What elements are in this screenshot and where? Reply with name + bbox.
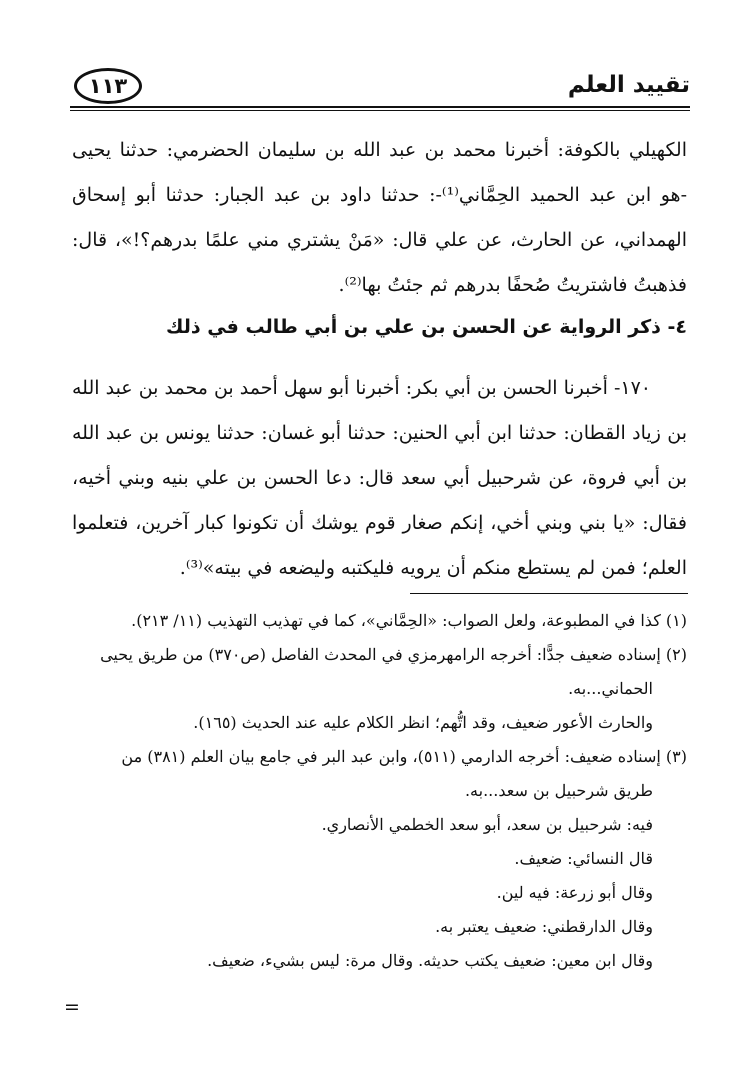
section-heading: ٤- ذكر الرواية عن الحسن بن علي بن أبي طالب في ذلك <box>166 316 687 338</box>
footnote-3-line-6: وقال الدارقطني: ضعيف يعتبر به. <box>435 917 653 936</box>
footnote-3-line-4: قال النسائي: ضعيف. <box>514 849 653 868</box>
footnote-3-line-3: فيه: شرحبيل بن سعد، أبو سعد الخطمي الأنصاري. <box>321 815 653 834</box>
paragraph-1: الكهيلي بالكوفة: أخبرنا محمد بن عبد الله بن سليمان الحضرمي: حدثنا يحيى -هو ابن عبد الحميد الحِمَّاني⁽¹⁾-: حدثنا داود بن عبد الجبار: حدثنا أبو إسحاق الهمداني، عن الحارث، عن علي قال: «مَنْ يشتري مني علمًا بدرهم؟!»، قال: فذهبتُ فاشتريتُ صُحفًا بدرهم ثم جئتُ بها⁽²⁾. <box>72 139 687 296</box>
footnote-3-line-7: وقال ابن معين: ضعيف يكتب حديثه. وقال مرة: ليس بشيء، ضعيف. <box>207 951 653 970</box>
continuation-mark: = <box>64 996 80 1018</box>
book-title: تقييد العلم <box>567 72 690 98</box>
footnote-3-line-2: طريق شرحبيل بن سعد...به. <box>464 781 653 800</box>
footnote-3-line-5: وقال أبو زرعة: فيه لين. <box>496 883 653 902</box>
header-rule <box>70 106 690 108</box>
footnote-2-line-3: والحارث الأعور ضعيف، وقد اتُّهم؛ انظر الكلام عليه عند الحديث (١٦٥). <box>193 713 653 732</box>
header-rule-thin <box>70 110 690 111</box>
footnote-separator <box>410 593 688 594</box>
page-number: ١١٣ <box>74 68 142 104</box>
footnote-3-line-1: (٣) إسناده ضعيف: أخرجه الدارمي (٥١١)، وابن عبد البر في جامع بيان العلم (٣٨١) من <box>121 747 687 766</box>
footnotes <box>72 604 687 978</box>
footnote-2-line-1: (٢) إسناده ضعيف جدًّا: أخرجه الرامهرمزي في المحدث الفاصل (ص٣٧٠) من طريق يحيى <box>100 645 687 664</box>
paragraph-2: ١٧٠- أخبرنا الحسن بن أبي بكر: أخبرنا أبو سهل أحمد بن محمد بن عبد الله بن زياد القطان: حدثنا ابن أبي الحنين: حدثنا أبو غسان: حدثنا يونس بن عبد الله بن أبي فروة، عن شرحبيل أبي سعد قال: دعا الحسن بن علي بنيه وبني أخيه، فقال: «يا بني وبني أخي، إنكم صغار قوم يوشك أن تكونوا كبار آخرين، فتعلموا العلم؛ فمن لم يستطع منكم أن يرويه فليكتبه وليضعه في بيته»⁽³⁾. <box>72 377 687 579</box>
footnote-2-line-2: الحماني...به. <box>568 679 653 698</box>
footnote-1: (١) كذا في المطبوعة، ولعل الصواب: «الحِمَّاني»، كما في تهذيب التهذيب (١١/ ٢١٣). <box>131 611 687 630</box>
running-header <box>70 66 690 110</box>
